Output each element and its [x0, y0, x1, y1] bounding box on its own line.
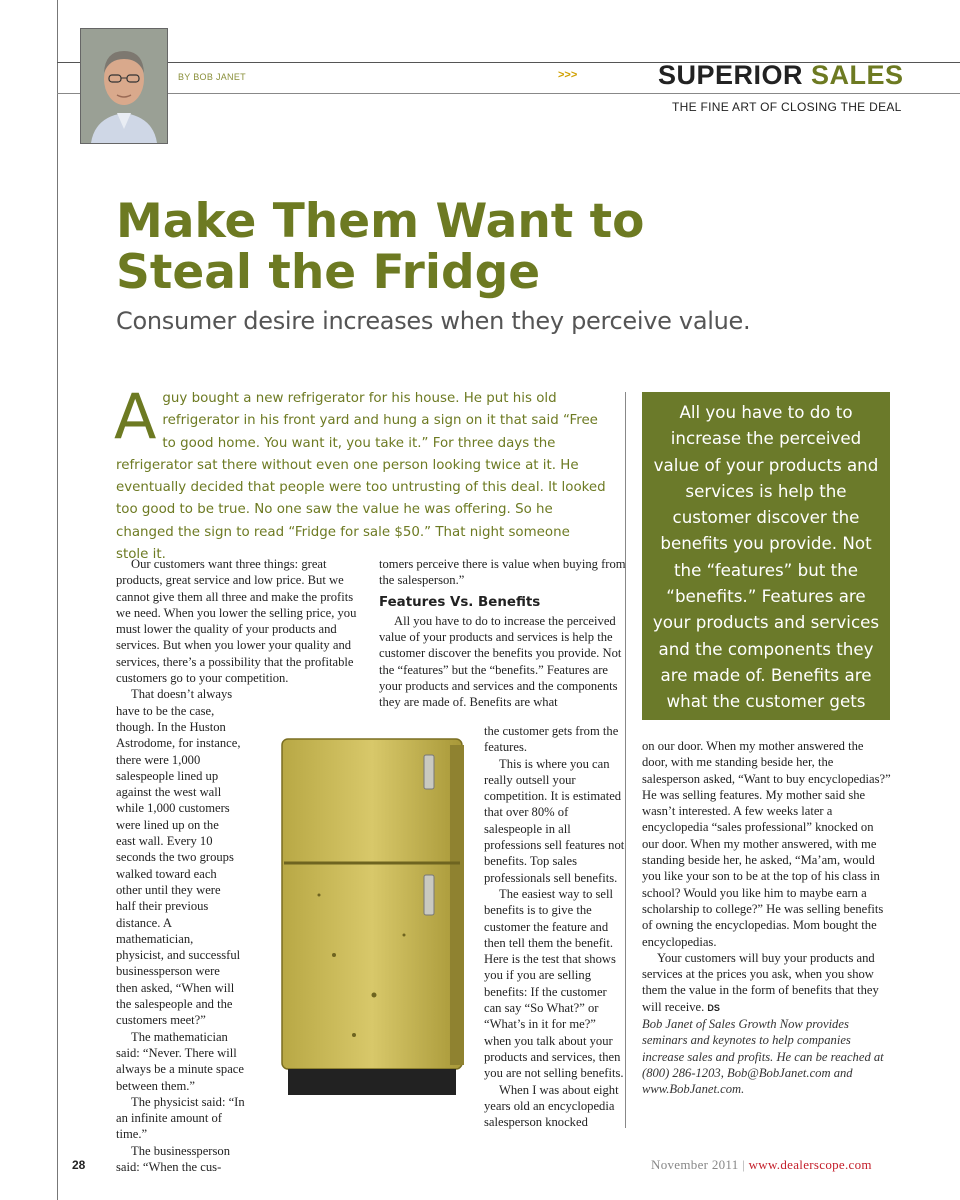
column-title [658, 60, 904, 91]
footer-folio [651, 1157, 872, 1173]
body-column-3 [642, 738, 892, 1098]
author-photo [80, 28, 168, 144]
folio-separator: | [742, 1157, 746, 1172]
paragraph: Our customers want three things: great products, great service and low price. But we cannot give them all three and make the profits we need. When you lower the selling price, you must lower the quality of your products and services. But when you lower your quality and services, there’s a possibility that the profitable customers go to your competition. [116, 557, 357, 686]
paragraph: The physicist said: “In an infinite amount of time.” [116, 1094, 245, 1142]
paragraph: The mathematician said: “Never. There will always be a minute space between them.” [116, 1029, 244, 1093]
paragraph-text: Your customers will buy your products and services at the prices you ask, when you show them the value in the form of benefits that they will receive. [642, 950, 879, 1014]
column-tagline: THE FINE ART OF CLOSING THE DEAL [672, 100, 902, 114]
paragraph: That doesn’t always have to be the case, though. In the Huston Astrodome, for instance, there were 1,000 salespeople lined up against the west wall while 1,000 customers were lined up on the east wall. Every 10 seconds the two groups walked toward each other until they were half their previous distance. A mathematician, physicist, and successful businessperson were then asked, “When will the salespeople and the customers meet?” [116, 687, 241, 1028]
left-margin-rule [57, 0, 58, 1200]
paragraph: the customer gets from the features. [484, 724, 619, 755]
column-title-word-2: SALES [811, 60, 904, 90]
author-bio: Bob Janet of Sales Growth Now provides seminars and keynotes to help companies increase sales and profits. He can be reached at (800) 286-1203, Bob@BobJanet.com and www.BobJanet.com. [642, 1017, 884, 1097]
drop-cap: A [114, 380, 157, 453]
end-mark: DS [707, 1002, 720, 1013]
issue-date: November 2011 [651, 1157, 739, 1172]
paragraph: The businessperson said: “When the cus- [116, 1143, 230, 1174]
intro-paragraph [114, 380, 606, 566]
subhead: Features Vs. Benefits [379, 594, 541, 610]
paragraph [642, 950, 892, 1016]
body-column-2 [379, 556, 627, 711]
header-rule-bottom [57, 93, 960, 94]
section-arrows: >>> [558, 69, 578, 81]
headline-line-1: Make Them Want to [116, 194, 645, 249]
paragraph: tomers perceive there is value when buying from the salesperson.” [379, 557, 626, 588]
intro-text: guy bought a new refrigerator for his house. He put his old refrigerator in his front yard and hung a sign on it that said “Free to good home. You want it, you take it.” For three days the refrigerator sat there without even one person looking twice at it. He eventually decided that people were too untrusting of this deal. It looked too good to be true. No one saw the value he was offering. So he changed the sign to read “Fridge for sale $50.” That night someone stole it. [116, 391, 606, 563]
body-column-2-continued [484, 723, 626, 1130]
byline: BY BOB JANET [178, 72, 246, 82]
paragraph: on our door. When my mother answered the door, with me standing beside her, the salesperson asked, “Want to buy encyclopedias?” He was selling features. My mother said she wasn’t interested. A few weeks later a encyclopedia “sales professional” knocked on our door. When my mother answered, with me standing beside her, he asked, “Ma’am, would you like your son to be at the top of his class in school? Would you like him to maybe earn a scholarship to college?” He was selling benefits of owning the encyclopedias. Mom bought the encyclopedias. [642, 739, 891, 949]
column-title-word-1: SUPERIOR [658, 60, 804, 90]
pull-quote: All you have to do to increase the perceived value of your products and services is help the customer discover the benefits you provide. Not the “features” but the “benefits.” Features are your products and services and the components they are made of. Benefits are what the customer gets from the features. [642, 392, 890, 720]
paragraph: This is where you can really outsell your competition. It is estimated that over 80% of salespeople in all professions sell features not benefits. Top sales professionals sell benefits. [484, 756, 625, 885]
refrigerator-photo [274, 735, 474, 1100]
deck: Consumer desire increases when they perceive value. [116, 307, 751, 335]
paragraph: All you have to do to increase the perceived value of your products and services is help the customer discover the benefits you provide. Not the “features” but the “benefits.” Features are your products and services and the components they are made of. Benefits are what [379, 613, 622, 710]
headline-line-2: Steal the Fridge [116, 245, 541, 300]
website-link[interactable]: www.dealerscope.com [748, 1157, 872, 1172]
headline [116, 196, 816, 298]
paragraph: When I was about eight years old an encyclopedia salesperson knocked [484, 1082, 619, 1130]
paragraph: The easiest way to sell benefits is to give the customer the feature and then tell them the benefit. Here is the test that shows you if you are selling benefits: If the customer can say “So What?” or “What’s in it for me?” when you talk about your products and services, then you are not selling benefits. [484, 886, 624, 1081]
page-number: 28 [72, 1158, 86, 1172]
